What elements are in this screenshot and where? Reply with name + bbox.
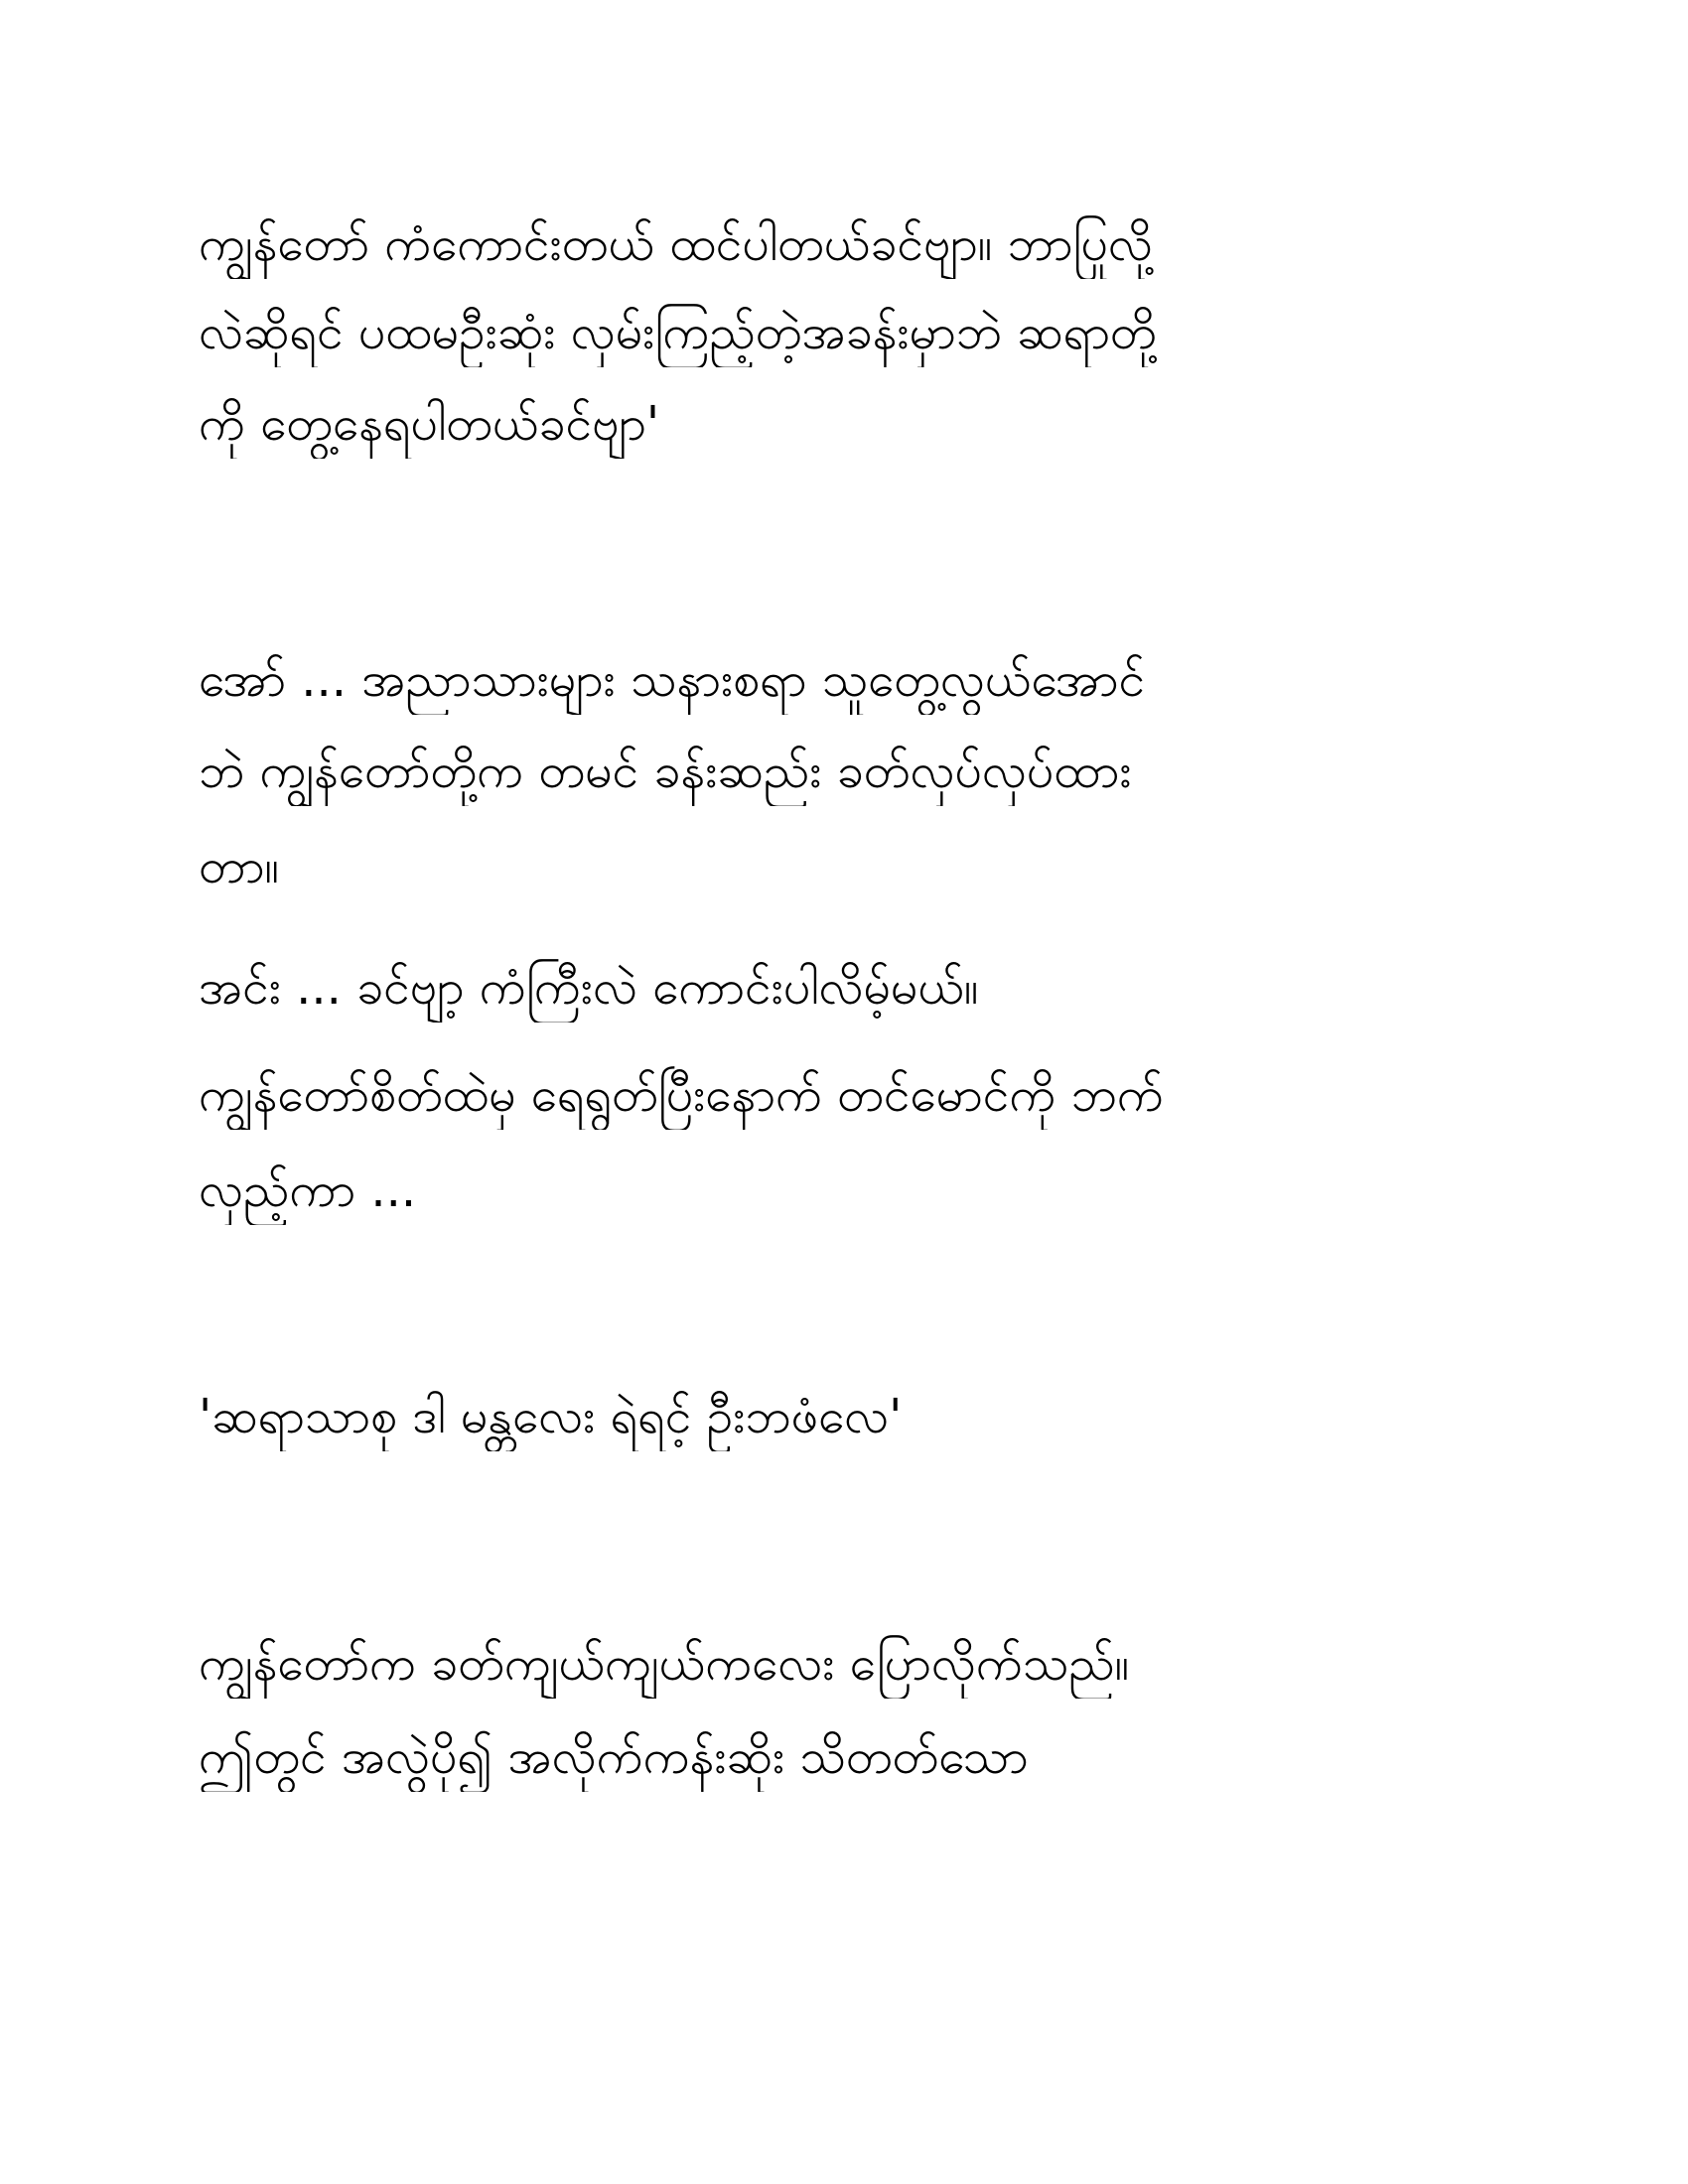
text-line: 'ဆရာသာစု ဒါ မန္တလေး ရဲရင့် ဦးဘဖံလေ' bbox=[199, 1389, 903, 1444]
text-line: ဤတွင် အလွဲပို၍ အလိုက်ကန်းဆိုး သိတတ်သော bbox=[199, 1729, 1029, 1785]
text-line: အော် ... အညာသားများ သနားစရာ သူတွေ့လွယ်အောင် bbox=[199, 652, 1146, 708]
text-line: ကျွန်တော်စိတ်ထဲမှ ရေရွတ်ပြီးနောက် တင်မောင်ကို ဘက် bbox=[199, 1067, 1164, 1123]
text-line: လှည့်ကာ ... bbox=[199, 1162, 417, 1218]
text-line: အင်း ... ခင်ဗျာ့ ကံကြီးလဲ ကောင်းပါလိမ့်မယ်။ bbox=[199, 960, 979, 1016]
text-line: ကျွန်တော် ကံကောင်းတယ် ထင်ပါတယ်ခင်ဗျာ။ ဘာပြုလို့ bbox=[199, 216, 1153, 272]
text-line: ကျွန်တော်က ခတ်ကျယ်ကျယ်ကလေး ပြောလိုက်သည်။ bbox=[199, 1636, 1130, 1692]
text-line: ကို တွေ့နေရပါတယ်ခင်ဗျာ' bbox=[199, 396, 660, 452]
text-line: လဲဆိုရင် ပထမဦးဆုံး လှမ်းကြည့်တဲ့အခန်းမှာဘဲ ဆရာတို့ bbox=[199, 305, 1157, 360]
text-line: ဘဲ ကျွန်တော်တို့က တမင် ခန်းဆည်း ခတ်လှပ်လှပ်ထား bbox=[199, 744, 1132, 799]
text-line: တာ။ bbox=[199, 839, 279, 894]
